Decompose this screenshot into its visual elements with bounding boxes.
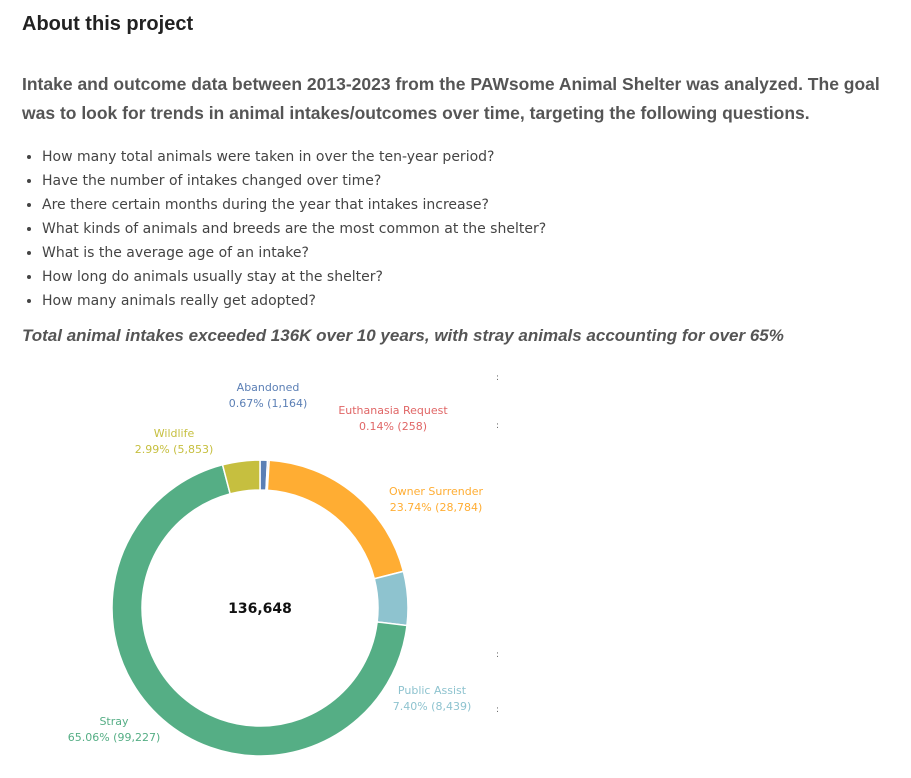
slice-label-name: Owner Surrender: [389, 485, 483, 498]
list-item: • What kinds of animals and breeds are the most common at the shelter?: [42, 217, 742, 241]
list-item: • What is the average age of an intake?: [42, 241, 742, 265]
slice-label-value: 23.74% (28,784): [389, 501, 483, 514]
clipped-axis-tick: :: [496, 650, 500, 660]
list-item: • How many total animals were taken in over the ten-year period?: [42, 145, 742, 169]
donut-slice-owner-surrender: [267, 460, 403, 578]
list-item: • How many animals really get adopted?: [42, 289, 742, 313]
slice-label-name: Euthanasia Request: [338, 404, 448, 417]
slice-label-value: 65.06% (99,227): [67, 731, 161, 744]
slice-label-name: Abandoned: [236, 381, 300, 394]
list-item: • How long do animals usually stay at the shelter?: [42, 265, 742, 289]
slice-label-value: 0.14% (258): [358, 420, 428, 433]
slice-label-value: 2.99% (5,853): [134, 443, 214, 456]
donut-slice-public-assist: [374, 571, 408, 625]
list-item: • Have the number of intakes changed over time?: [42, 169, 742, 193]
slice-label-value: 0.67% (1,164): [228, 397, 308, 410]
clipped-axis-tick: :: [496, 373, 500, 383]
list-item: • Are there certain months during the year that intakes increase?: [42, 193, 742, 217]
page-title: About this project: [22, 13, 194, 35]
intake-donut-chart: [0, 360, 520, 778]
clipped-axis-tick: :: [496, 421, 500, 431]
slice-label-value: 7.40% (8,439): [392, 700, 472, 713]
clipped-axis-tick: :: [496, 705, 500, 715]
donut-slice-wildlife: [223, 460, 260, 494]
intro-paragraph: Intake and outcome data between 2013-2023 from the PAWsome Animal Shelter was analyzed. The goal was to look for trends in animal intakes/outcomes over time, targeting the following questions.: [22, 74, 880, 123]
slice-label-name: Stray: [99, 715, 129, 728]
slice-label-name: Public Assist: [397, 684, 467, 697]
question-list: [22, 145, 742, 313]
slice-label-name: Wildlife: [153, 427, 195, 440]
chart-heading: Total animal intakes exceeded 136K over 10 years, with stray animals accounting for over 65%: [22, 326, 784, 345]
center-total-label: 136,648: [228, 601, 292, 617]
